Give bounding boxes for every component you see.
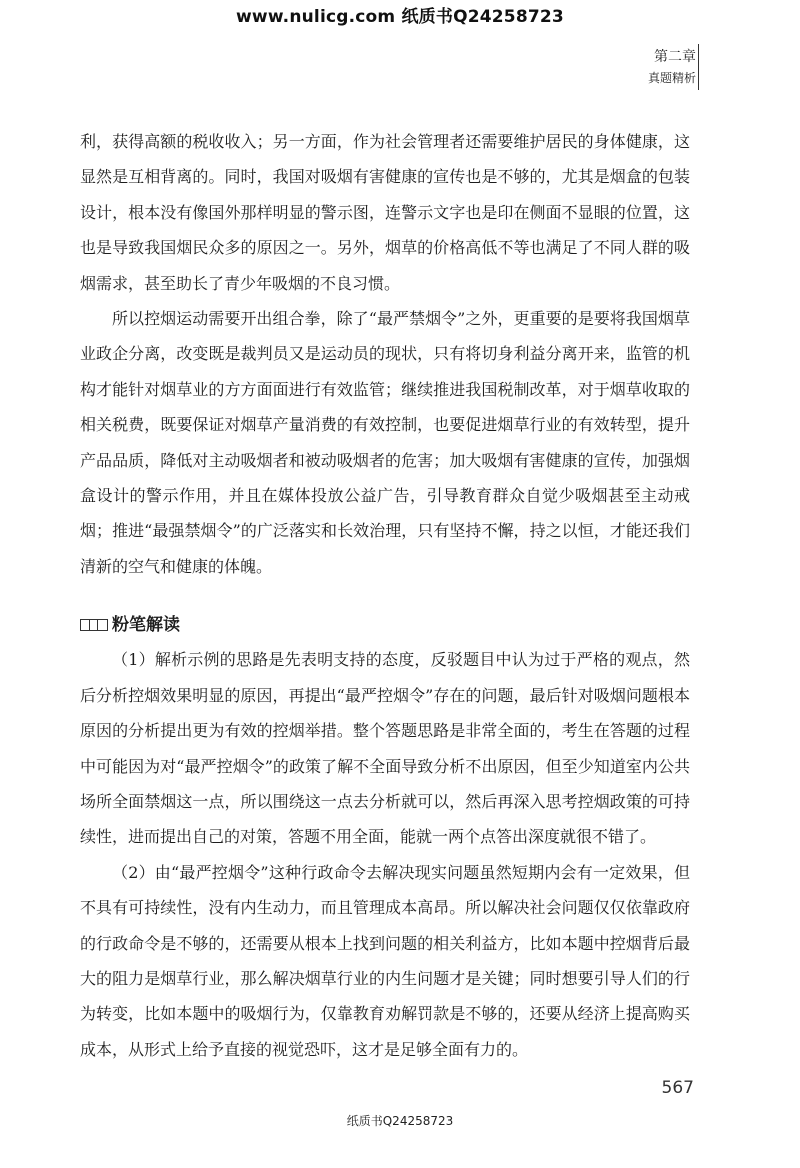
section-marker-icon <box>80 619 108 631</box>
chapter-section: 真题精析 <box>647 71 696 85</box>
analysis-paragraph-1: （1）解析示例的思路是先表明支持的态度，反驳题目中认为过于严格的观点，然后分析控烟效果明显的原因，再提出“最严控烟令”存在的问题，最后针对吸烟问题根本原因的分析提出更为有效的控烟举措。整个答题思路是非常全面的，考生在答题的过程中可能因为对“最严控烟令”的政策了解不全面导致分析不出原因，但至少知道室内公共场所全面禁烟这一点，所以围绕这一点去分析就可以，然后再深入思考控烟政策的可持续性，进而提出自己的对策，答题不用全面，能就一两个点答出深度就很不错了。 <box>80 650 690 847</box>
chapter-header <box>648 46 696 88</box>
section-heading <box>80 608 690 642</box>
page-number: 567 <box>661 1078 694 1098</box>
paragraph-continued: 利，获得高额的税收收入；另一方面，作为社会管理者还需要维护居民的身体健康，这显然是互相背离的。同时，我国对吸烟有害健康的宣传也是不够的，尤其是烟盒的包装设计，根本没有像国外那样明显的警示图，连警示文字也是印在侧面不显眼的位置，这也是导致我国烟民众多的原因之一。另外，烟草的价格高低不等也满足了不同人群的吸烟需求，甚至助长了青少年吸烟的不良习惯。 <box>80 132 690 293</box>
paragraph-measures: 所以控烟运动需要开出组合拳，除了“最严禁烟令”之外，更重要的是要将我国烟草业政企分离，改变既是裁判员又是运动员的现状，只有将切身利益分离开来，监管的机构才能针对烟草业的方方面面进行有效监管；继续推进我国税制改革，对于烟草收取的相关税费，既要保证对烟草产量消费的有效控制，也要促进烟草行业的有效转型，提升产品品质，降低对主动吸烟者和被动吸烟者的危害；加大吸烟有害健康的宣传，加强烟盒设计的警示作用，并且在媒体投放公益广告，引导教育群众自觉少吸烟甚至主动戒烟；推进“最强禁烟令”的广泛落实和长效治理，只有坚持不懈，持之以恒，才能还我们清新的空气和健康的体魄。 <box>80 309 690 576</box>
analysis-paragraph-2: （2）由“最严控烟令”这种行政命令去解决现实问题虽然短期内会有一定效果，但不具有可持续性，没有内生动力，而且管理成本高昂。所以解决社会问题仅仅依靠政府的行政命令是不够的，还需要从根本上找到问题的相关利益方，比如本题中控烟背后最大的阻力是烟草行业，那么解决烟草行业的内生问题才是关键；同时想要引导人们的行为转变，比如本题中的吸烟行为，仅靠教育劝解罚款是不够的，还要从经济上提高购买成本，从形式上给予直接的视觉恐吓，这才是足够全面有力的。 <box>80 862 690 1059</box>
section-title: 粉笔解读 <box>112 615 180 636</box>
chapter-divider <box>698 44 699 90</box>
bottom-watermark: 纸质书Q24258723 <box>346 1114 454 1128</box>
chapter-title: 第二章 <box>654 49 696 65</box>
page-body <box>80 124 690 1067</box>
top-watermark: www.nulicg.com 纸质书Q24258723 <box>236 7 564 27</box>
